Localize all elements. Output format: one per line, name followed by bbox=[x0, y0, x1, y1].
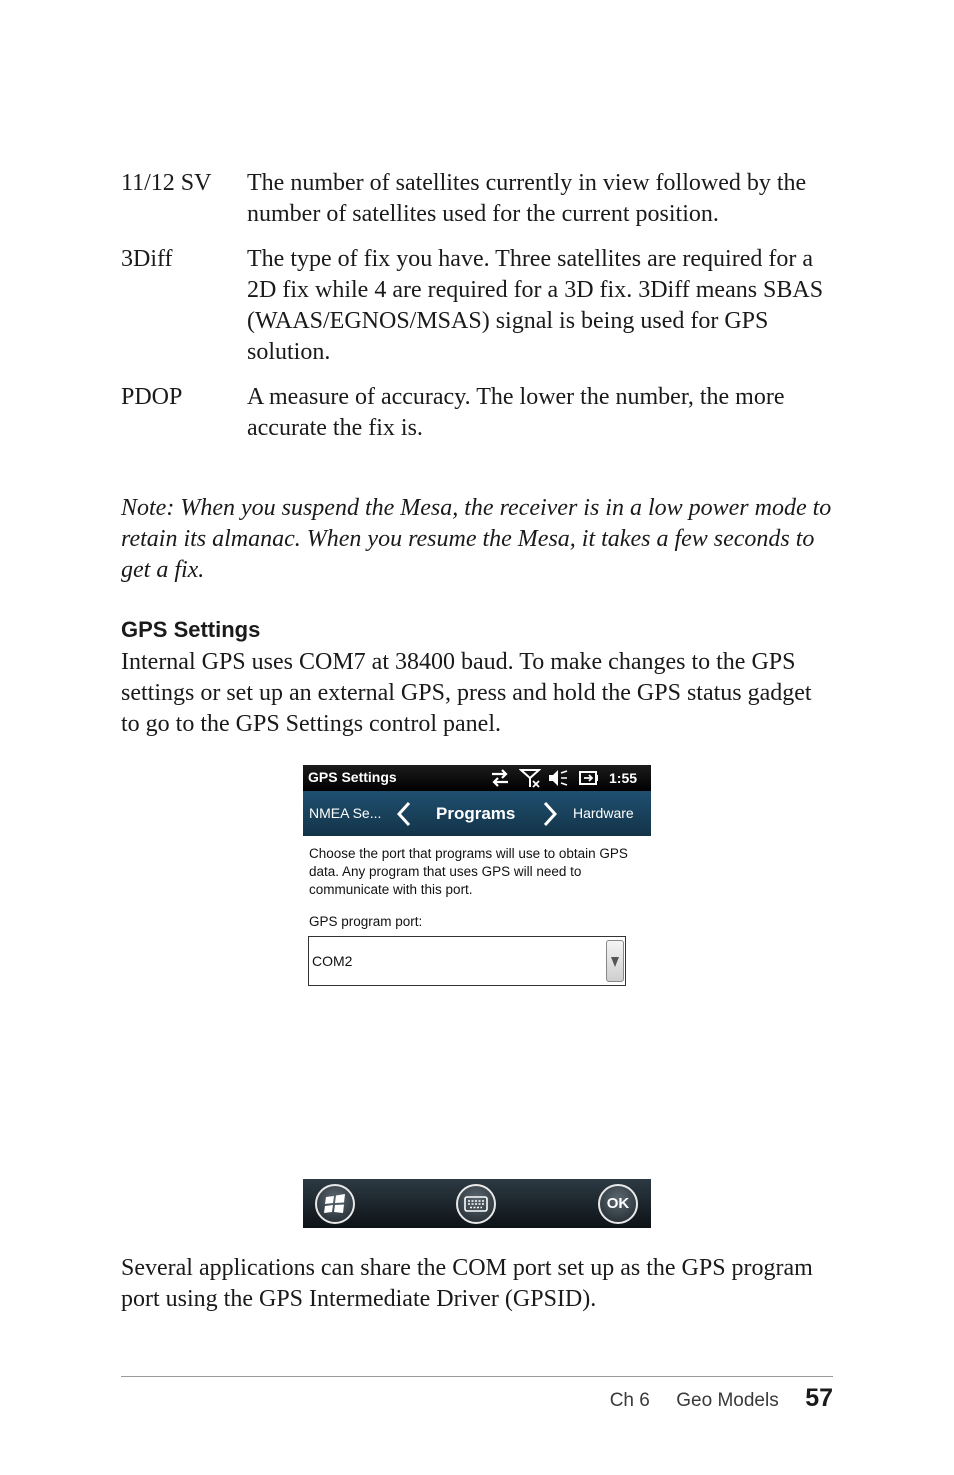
gps-program-port-value: COM2 bbox=[312, 953, 353, 969]
definition-row bbox=[121, 382, 841, 444]
status-bar-time: 1:55 bbox=[609, 770, 638, 786]
definition-row bbox=[121, 244, 841, 368]
windows-start-icon bbox=[317, 1186, 353, 1222]
definition-term: 3Diff bbox=[121, 246, 173, 272]
keyboard-button[interactable] bbox=[456, 1184, 496, 1224]
section-heading: GPS Settings bbox=[121, 617, 261, 642]
note-paragraph: Note: When you suspend the Mesa, the receiver is in a low power mode to retain its almanac. When you resume the Mesa, it takes a few seconds to get a fix. bbox=[121, 495, 832, 583]
tab-bar bbox=[303, 791, 651, 836]
footer-section-title: Geo Models bbox=[676, 1390, 779, 1411]
keyboard-icon bbox=[458, 1186, 494, 1222]
gps-program-port-label: GPS program port: bbox=[309, 914, 423, 929]
start-button[interactable] bbox=[315, 1184, 355, 1224]
tab-nmea-settings[interactable]: NMEA Se... bbox=[309, 805, 382, 821]
status-bar-title: GPS Settings bbox=[308, 769, 397, 785]
tab-programs[interactable]: Programs bbox=[436, 804, 516, 823]
definition-row bbox=[121, 168, 841, 230]
definition-list bbox=[121, 168, 841, 458]
page-number: 57 bbox=[805, 1384, 833, 1412]
definition-term: PDOP bbox=[121, 384, 183, 410]
ok-label: OK bbox=[606, 1195, 630, 1212]
soft-key-bar bbox=[303, 1179, 651, 1228]
definition-description: A measure of accuracy. The lower the number, the more accurate the fix is. bbox=[247, 384, 785, 441]
definition-description: The number of satellites currently in view followed by the number of satellites used for the current position. bbox=[247, 170, 807, 227]
definition-term: 11/12 SV bbox=[121, 170, 212, 196]
instructions-text: Choose the port that programs will use to obtain GPS data. Any program that uses GPS will need to communicate with this port. bbox=[309, 846, 628, 897]
closing-paragraph: Several applications can share the COM port set up as the GPS program port using the GPS Intermediate Driver (GPSID). bbox=[121, 1255, 813, 1312]
device-screenshot bbox=[303, 765, 651, 1228]
intro-paragraph: Internal GPS uses COM7 at 38400 baud. To make changes to the GPS settings or set up an external GPS, press and hold the GPS status gadget to go to the GPS Settings control panel. bbox=[121, 649, 812, 737]
status-bar bbox=[303, 765, 651, 791]
footer-chapter: Ch 6 bbox=[609, 1390, 650, 1411]
chevron-right-icon[interactable] bbox=[541, 801, 559, 827]
definition-description: The type of fix you have. Three satellites are required for a 2D fix while 4 are required for a 3D fix. 3Diff means SBAS (WAAS/EGNOS/MSAS) signal is being used for GPS solution. bbox=[247, 246, 824, 365]
chevron-down-icon bbox=[607, 941, 623, 981]
speaker-muted-icon[interactable] bbox=[547, 767, 569, 789]
chevron-left-icon[interactable] bbox=[395, 801, 413, 827]
page-footer bbox=[610, 1384, 833, 1413]
no-signal-antenna-icon[interactable] bbox=[519, 767, 541, 789]
ok-button[interactable] bbox=[598, 1184, 638, 1224]
battery-charging-icon[interactable] bbox=[577, 767, 599, 789]
status-icons bbox=[489, 767, 649, 789]
gps-program-port-select[interactable] bbox=[308, 936, 626, 986]
connectivity-arrows-icon[interactable] bbox=[489, 767, 511, 789]
footer-divider bbox=[121, 1376, 833, 1377]
tab-hardware[interactable]: Hardware bbox=[573, 805, 634, 821]
dropdown-button[interactable] bbox=[606, 940, 624, 982]
